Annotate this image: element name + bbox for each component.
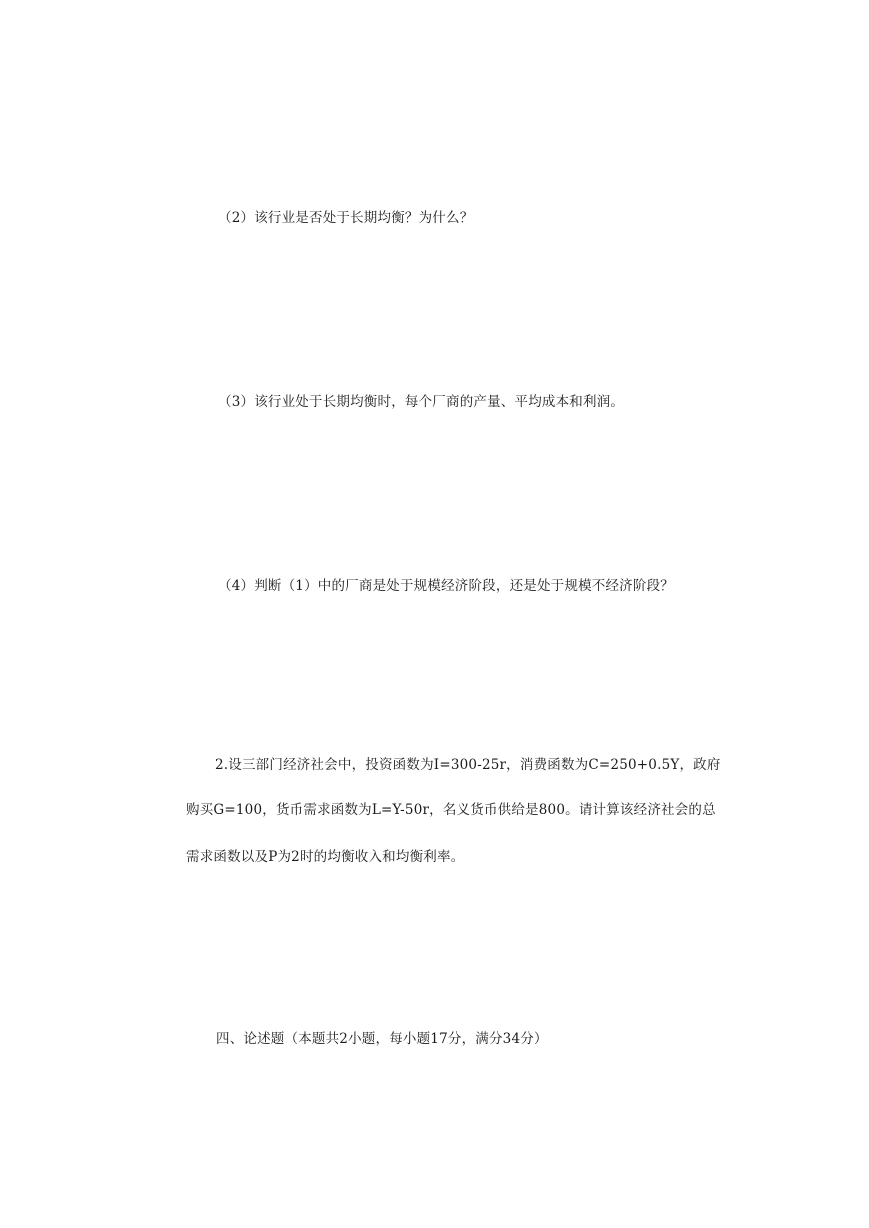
- section-4-heading: 四、论述题（本题共2小题，每小题17分，满分34分）: [216, 1031, 548, 1047]
- problem-2-line-3: 需求函数以及P为2时的均衡收入和均衡利率。: [186, 849, 465, 865]
- question-2-text: （2）该行业是否处于长期均衡？为什么？: [218, 210, 474, 226]
- problem-2-line-1: 2.设三部门经济社会中，投资函数为I=300-25r，消费函数为C=250+0.5Y，政府: [215, 757, 721, 773]
- problem-2-line-2: 购买G=100，货币需求函数为L=Y-50r，名义货币供给是800。请计算该经济社会的总: [186, 802, 716, 818]
- question-4-text: （4）判断（1）中的厂商是处于规模经济阶段，还是处于规模不经济阶段？: [218, 578, 674, 594]
- question-3-text: （3）该行业处于长期均衡时，每个厂商的产量、平均成本和利润。: [218, 394, 625, 410]
